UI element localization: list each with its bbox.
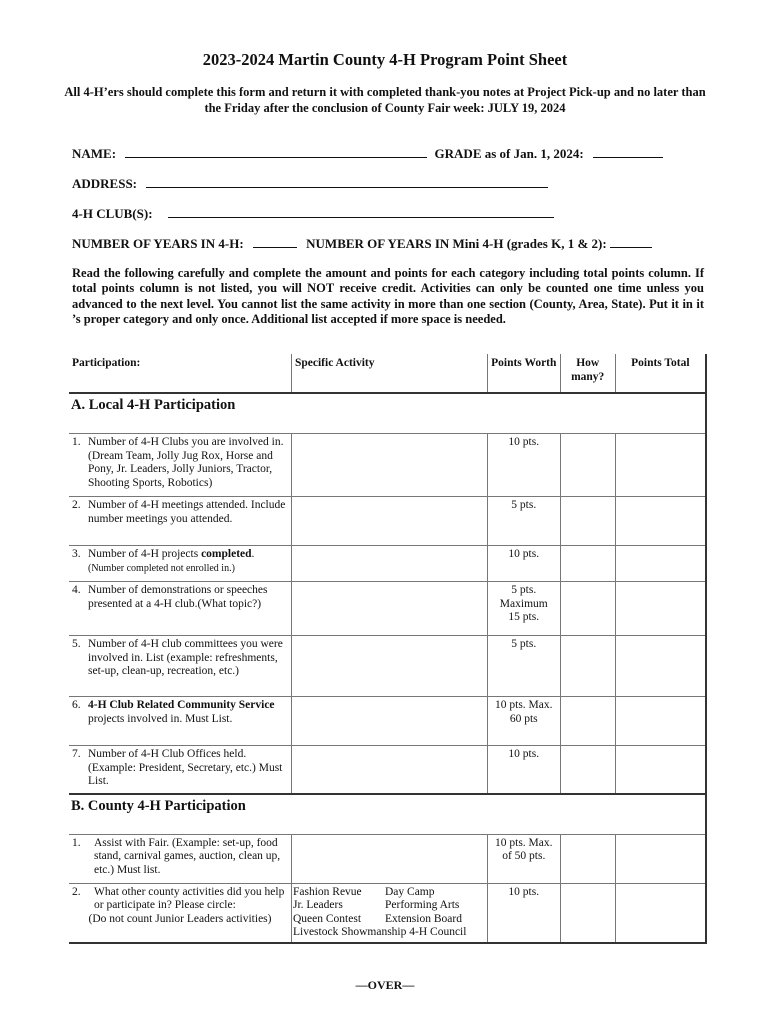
- activity-option[interactable]: Queen Contest: [292, 912, 362, 925]
- years-row: [72, 236, 652, 252]
- item-emphasis: 4-H Club Related Community Service: [88, 699, 275, 711]
- item-number: 7.: [72, 748, 81, 760]
- how-many-cell[interactable]: [560, 497, 615, 546]
- county-activities-list: [293, 886, 486, 927]
- activity-option-row: [293, 926, 486, 940]
- item-number: 6.: [72, 699, 81, 711]
- item-emphasis: completed: [201, 548, 252, 560]
- points-total-cell[interactable]: [615, 636, 706, 697]
- mini-years-label: NUMBER OF YEARS IN Mini 4-H (grades K, 1 & 2):: [306, 236, 607, 251]
- name-field[interactable]: [125, 146, 427, 158]
- item-description: projects involved in. Must List.: [88, 712, 233, 725]
- table-row: [69, 883, 706, 943]
- address-label: ADDRESS:: [72, 176, 138, 191]
- item-number: 2.: [72, 499, 81, 511]
- activity-option[interactable]: Performing Arts: [384, 899, 460, 912]
- page-footer: —OVER—: [355, 978, 415, 992]
- points-worth: 10 pts. Max. of 50 pts.: [487, 834, 560, 883]
- item-number: 4.: [72, 584, 81, 596]
- table-row: [69, 434, 706, 497]
- activity-option[interactable]: Fashion Revue: [292, 885, 362, 898]
- points-total-cell[interactable]: [615, 582, 706, 636]
- mini-years-field[interactable]: [610, 236, 652, 248]
- points-total-cell[interactable]: [615, 883, 706, 943]
- activity-cell[interactable]: [291, 434, 487, 497]
- item-description: Number of 4-H Clubs you are involved in. (Dream Team, Jolly Jug Rox, Horse and Pony, Jr. Leaders, Jolly Juniors, Tractor, Shooting Sports, Robotics): [88, 436, 284, 489]
- activity-cell[interactable]: [291, 746, 487, 794]
- years-label: NUMBER OF YEARS IN 4-H:: [72, 236, 244, 251]
- section-b-row: [69, 794, 706, 835]
- points-table: [69, 354, 707, 944]
- how-many-cell[interactable]: [560, 582, 615, 636]
- table-header-row: [69, 354, 706, 393]
- item-description: Assist with Fair. (Example: set-up, food stand, carnival games, auction, clean up, etc.) Must list.: [94, 836, 281, 876]
- item-description: Number of 4-H Club Offices held. (Example: President, Secretary, etc.) Must List.: [88, 748, 283, 788]
- points-worth: 5 pts.: [487, 497, 560, 546]
- table-row: [69, 636, 706, 697]
- page-title: 2023-2024 Martin County 4-H Program Point Sheet: [202, 50, 568, 69]
- address-row: [72, 176, 548, 192]
- column-header-points-worth: Points Worth: [487, 354, 560, 393]
- how-many-cell[interactable]: [560, 546, 615, 582]
- item-number: 2.: [72, 885, 81, 898]
- name-row: [72, 146, 663, 162]
- column-header-how-many: How many?: [560, 354, 615, 393]
- points-worth: 5 pts. Maximum 15 pts.: [487, 582, 560, 636]
- activity-option[interactable]: Day Camp: [384, 885, 435, 898]
- points-total-cell[interactable]: [615, 746, 706, 794]
- section-a-title: A. Local 4-H Participation: [69, 393, 706, 434]
- submission-instructions: All 4-H’ers should complete this form and return it with completed thank-you notes at Project Pick-up and no later than the Friday after the conclusion of County Fair week: JULY 19, 2024: [64, 85, 706, 115]
- activity-cell[interactable]: [291, 697, 487, 746]
- table-row: [69, 697, 706, 746]
- table-row: [69, 834, 706, 883]
- activity-option[interactable]: Jr. Leaders: [292, 899, 343, 912]
- item-description: Number of 4-H meetings attended. Include number meetings you attended.: [88, 499, 286, 525]
- points-worth: 10 pts.: [487, 746, 560, 794]
- activity-cell[interactable]: [291, 834, 487, 883]
- points-total-cell[interactable]: [615, 834, 706, 883]
- activity-option[interactable]: Extension Board: [384, 912, 462, 925]
- item-description: Number of 4-H club committees you were involved in. List (example: refreshments, set-up, clean-up, recreation, etc.): [88, 638, 283, 678]
- section-b-title: B. County 4-H Participation: [69, 794, 706, 835]
- item-number: 1.: [72, 836, 81, 849]
- item-note: (Do not count Junior Leaders activities): [88, 912, 272, 925]
- points-total-cell[interactable]: [615, 697, 706, 746]
- activity-cell[interactable]: [291, 546, 487, 582]
- item-note: (Number completed not enrolled in.): [88, 562, 235, 574]
- activity-option[interactable]: Livestock Showmanship: [292, 926, 407, 939]
- table-row: [69, 746, 706, 794]
- points-worth: 10 pts. Max. 60 pts: [487, 697, 560, 746]
- table-row: [69, 497, 706, 546]
- name-label: NAME:: [72, 146, 117, 161]
- section-a-row: [69, 393, 706, 434]
- item-number: 5.: [72, 638, 81, 650]
- table-row: [69, 546, 706, 582]
- how-many-cell[interactable]: [560, 434, 615, 497]
- instructions-paragraph: Read the following carefully and complete the amount and points for each category including total points column. If total points column is not listed, you will NOT receive credit. Activities can only be counted one time unless you advanced to the next level. You cannot list the same activity in more than one section (County, Area, State). Put it in it ’s proper category and only once. Additional list accepted if more space is needed.: [72, 266, 704, 326]
- grade-field[interactable]: [593, 146, 663, 158]
- address-field[interactable]: [146, 176, 548, 188]
- points-worth: 10 pts.: [487, 546, 560, 582]
- how-many-cell[interactable]: [560, 834, 615, 883]
- points-total-cell[interactable]: [615, 546, 706, 582]
- points-worth: 5 pts.: [487, 636, 560, 697]
- item-description-end: .: [251, 548, 255, 560]
- club-row: [72, 206, 554, 222]
- club-label: 4-H CLUB(S):: [72, 206, 153, 221]
- points-worth: 10 pts.: [487, 883, 560, 943]
- activity-cell[interactable]: [291, 582, 487, 636]
- item-description: What other county activities did you help or participate in? Please circle:: [94, 885, 285, 912]
- column-header-points-total: Points Total: [615, 354, 706, 393]
- column-header-participation: Participation:: [69, 354, 291, 393]
- activity-cell[interactable]: [291, 497, 487, 546]
- table-row: [69, 582, 706, 636]
- activity-cell[interactable]: [291, 636, 487, 697]
- column-header-activity: Specific Activity: [291, 354, 487, 393]
- activity-option[interactable]: 4-H Council: [409, 926, 467, 939]
- years-field[interactable]: [253, 236, 297, 248]
- club-field[interactable]: [168, 206, 554, 218]
- how-many-cell[interactable]: [560, 636, 615, 697]
- how-many-cell[interactable]: [560, 883, 615, 943]
- points-total-cell[interactable]: [615, 497, 706, 546]
- points-worth: 10 pts.: [487, 434, 560, 497]
- item-number: 1.: [72, 436, 81, 448]
- how-many-cell[interactable]: [560, 697, 615, 746]
- points-total-cell[interactable]: [615, 434, 706, 497]
- item-number: 3.: [72, 548, 81, 560]
- how-many-cell[interactable]: [560, 746, 615, 794]
- item-description: Number of demonstrations or speeches presented at a 4-H club.(What topic?): [88, 584, 268, 610]
- grade-label: GRADE as of Jan. 1, 2024:: [434, 146, 584, 161]
- item-description: Number of 4-H projects: [88, 548, 202, 560]
